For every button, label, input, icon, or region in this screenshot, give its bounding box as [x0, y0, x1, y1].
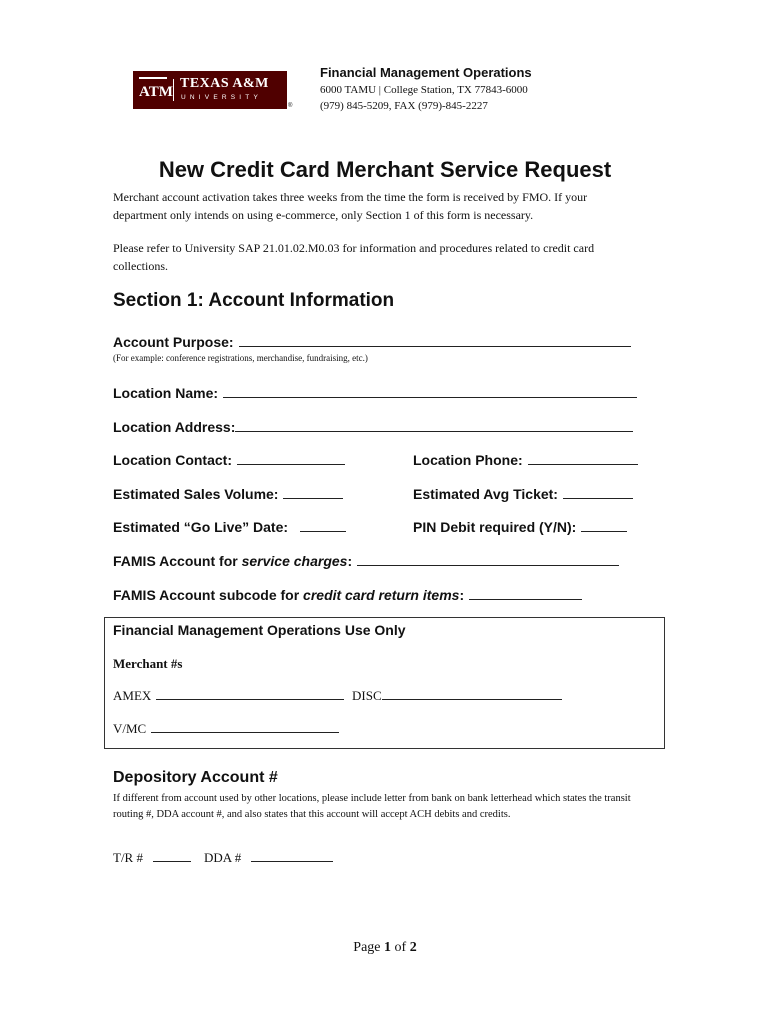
pin-debit-label: PIN Debit required (Y/N):	[413, 519, 577, 535]
page-footer	[0, 940, 770, 956]
intro-paragraph-1: Merchant account activation takes three weeks from the time the form is received by FMO. If your department only intends on using e-commerce, only Section 1 of this form is necessary.	[113, 190, 588, 222]
famis-subcode-input[interactable]	[469, 586, 582, 600]
famis-service-label-suffix: :	[347, 553, 353, 569]
vmc-field	[113, 719, 339, 737]
registered-mark: ®	[288, 103, 293, 109]
est-avg-ticket-field	[413, 485, 633, 502]
dda-field	[204, 848, 333, 866]
page-word: Page	[353, 940, 381, 955]
est-avg-ticket-label: Estimated Avg Ticket:	[413, 486, 558, 502]
tr-label: T/R #	[113, 850, 143, 865]
depository-title: Depository Account #	[113, 769, 278, 786]
famis-service-input[interactable]	[357, 552, 619, 566]
location-name-field	[113, 384, 637, 401]
disc-field	[352, 686, 562, 704]
page-number: 1	[384, 940, 392, 955]
location-phone-field	[413, 451, 638, 468]
est-sales-volume-input[interactable]	[283, 485, 343, 499]
location-phone-label: Location Phone:	[413, 452, 523, 468]
famis-service-label-italic: service charges	[241, 553, 348, 569]
est-avg-ticket-input[interactable]	[563, 485, 633, 499]
atm-mark-icon: ATM	[139, 77, 167, 105]
logo-name: TEXAS A&M	[180, 76, 269, 91]
amex-field	[113, 686, 344, 704]
dda-label: DDA #	[204, 850, 242, 865]
disc-input[interactable]	[382, 686, 562, 700]
org-phone-fax: (979) 845-5209, FAX (979)-845-2227	[320, 100, 488, 112]
location-name-input[interactable]	[223, 384, 637, 398]
intro-paragraph-2: Please refer to University SAP 21.01.02.M0.03 for information and procedures related to credit card collections.	[113, 241, 595, 273]
tr-field	[113, 848, 191, 866]
fmo-box-title: Financial Management Operations Use Only	[113, 622, 406, 638]
account-purpose-note: (For example: conference registrations, merchandise, fundraising, etc.)	[113, 353, 368, 363]
go-live-date-label: Estimated “Go Live” Date:	[113, 519, 289, 535]
of-word: of	[394, 940, 407, 955]
page-total: 2	[409, 940, 417, 955]
section-1-title: Section 1: Account Information	[113, 290, 395, 311]
famis-subcode-field	[113, 586, 582, 603]
location-address-input[interactable]	[235, 418, 633, 432]
logo-subtitle: UNIVERSITY	[181, 94, 263, 101]
est-sales-volume-field	[113, 485, 343, 502]
famis-subcode-label-italic: credit card return items	[303, 587, 460, 603]
pin-debit-input[interactable]	[581, 518, 627, 532]
vmc-input[interactable]	[151, 719, 339, 733]
famis-service-label-prefix: FAMIS Account for	[113, 553, 242, 569]
amex-label: AMEX	[113, 688, 152, 703]
est-sales-volume-label: Estimated Sales Volume:	[113, 486, 279, 502]
account-purpose-input[interactable]	[239, 333, 631, 347]
page-title: New Credit Card Merchant Service Request	[158, 157, 612, 182]
account-purpose-label: Account Purpose:	[113, 334, 234, 350]
vmc-label: V/MC	[113, 721, 147, 736]
logo-divider	[173, 79, 174, 101]
location-name-label: Location Name:	[113, 385, 219, 401]
go-live-date-field	[113, 518, 346, 535]
famis-subcode-label-suffix: :	[459, 587, 465, 603]
depository-text: If different from account used by other locations, please include letter from bank on bank letterhead which states the transit routing #, DDA account #, and also states that this account will accept ACH debits and credits.	[113, 793, 631, 820]
location-address-field	[113, 418, 633, 435]
tr-input[interactable]	[153, 848, 191, 862]
location-contact-label: Location Contact:	[113, 452, 232, 468]
disc-label: DISC	[352, 688, 382, 703]
location-contact-input[interactable]	[237, 451, 345, 465]
famis-subcode-label-prefix: FAMIS Account subcode for	[113, 587, 304, 603]
org-title: Financial Management Operations	[320, 65, 532, 80]
account-purpose-field	[113, 333, 631, 350]
tamu-logo	[133, 71, 287, 109]
go-live-date-input[interactable]	[300, 518, 346, 532]
org-address: 6000 TAMU | College Station, TX 77843-6000	[320, 84, 528, 96]
amex-input[interactable]	[156, 686, 344, 700]
pin-debit-field	[413, 518, 627, 535]
location-contact-field	[113, 451, 345, 468]
location-phone-input[interactable]	[528, 451, 638, 465]
merchant-numbers-label: Merchant #s	[113, 656, 183, 671]
location-address-label: Location Address:	[113, 419, 236, 435]
famis-service-field	[113, 552, 619, 569]
dda-input[interactable]	[251, 848, 333, 862]
